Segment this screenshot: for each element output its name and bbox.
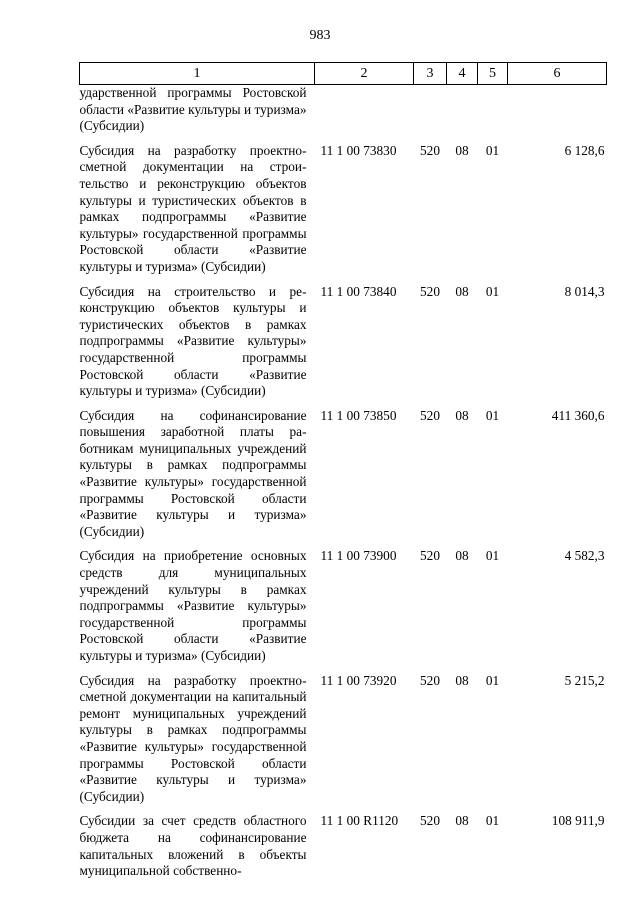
row-col-4: 08	[455, 813, 469, 829]
row-col-3: 520	[420, 813, 440, 829]
row-col-3	[414, 85, 447, 135]
row-col-4: 08	[455, 548, 469, 564]
page-number: 983	[309, 28, 331, 43]
table-row	[80, 805, 607, 879]
row-amount: 411 360,6	[551, 407, 605, 423]
row-description: Субсидия на приобретение основных средств для муниципальных учреждений культуры в рамках подпрограммы «Развитие культуры» государственной программы Ростовской области «Развитие культуры и туризма» (Субсидии)	[79, 548, 307, 663]
header-col-5: 5	[478, 63, 508, 85]
row-col-4: 08	[455, 407, 469, 423]
row-col-4	[447, 85, 478, 135]
row-amount: 6 128,6	[564, 142, 605, 158]
table-row	[80, 400, 607, 541]
row-col-5: 01	[485, 548, 500, 564]
row-amount: 8 014,3	[564, 283, 605, 299]
header-col-3: 3	[414, 63, 447, 85]
table-body	[80, 85, 607, 880]
row-col-5: 01	[485, 407, 500, 423]
table-header	[80, 63, 607, 85]
header-col-1: 1	[80, 63, 315, 85]
row-code: 11 1 00 73830	[320, 142, 397, 158]
row-code: 11 1 00 73920	[320, 672, 397, 688]
row-col-5: 01	[485, 813, 500, 829]
row-col-3: 520	[420, 142, 440, 158]
row-code: 11 1 00 73900	[320, 548, 397, 564]
row-col-3: 520	[420, 283, 440, 299]
row-code: 11 1 00 73850	[320, 407, 397, 423]
row-code: 11 1 00 73840	[320, 283, 397, 299]
row-col-5	[478, 85, 508, 135]
header-col-2: 2	[315, 63, 414, 85]
row-col-5: 01	[485, 142, 500, 158]
row-amount: 4 582,3	[564, 548, 605, 564]
table-row	[80, 276, 607, 400]
header-col-6: 6	[508, 63, 607, 85]
row-col-3: 520	[420, 672, 440, 688]
row-description: Субсидия на разработку проектно-сметной документации на строительство и реконструкцию объектов культуры и туристических объектов в рамках подпрограммы «Развитие культуры» государственной программы Ростовской области «Развитие культуры и туризма» (Субсидии)	[79, 142, 307, 274]
row-code	[315, 85, 414, 135]
table-row	[80, 665, 607, 806]
budget-table	[79, 62, 607, 880]
row-amount	[508, 85, 607, 135]
table-row	[80, 85, 607, 135]
row-amount: 108 911,9	[551, 813, 605, 829]
header-col-4: 4	[447, 63, 478, 85]
row-col-3: 520	[420, 407, 440, 423]
table-row	[80, 540, 607, 664]
row-col-4: 08	[455, 283, 469, 299]
row-code: 11 1 00 R1120	[320, 813, 399, 829]
row-description: ударственной программы Ростовской области «Развитие культуры и туризма» (Субсидии)	[79, 85, 307, 134]
row-col-3: 520	[420, 548, 440, 564]
row-col-4: 08	[455, 142, 469, 158]
row-amount: 5 215,2	[564, 672, 605, 688]
row-description: Субсидия на разработку проектно-сметной документации на капитальный ремонт муниципальных учреждений культуры в рамках подпрограммы «Развитие культуры» государственной программы Ростовской области «Развитие культуры и туризма» (Субсидии)	[79, 672, 307, 804]
row-description: Субсидия на строительство и реконструкцию объектов культуры и туристических объектов в рамках подпрограммы «Развитие культуры» государственной программы Ростовской области «Развитие культуры и туризма» (Субсидии)	[79, 283, 307, 399]
table-row	[80, 135, 607, 276]
row-description: Субсидия на софинансирование повышения заработной платы работникам муниципальных учреждений культуры в рамках подпрограммы «Развитие культуры» государственной программы Ростовской области «Развитие культуры и туризма» (Субсидии)	[79, 407, 307, 539]
row-col-5: 01	[485, 672, 500, 688]
row-col-4: 08	[455, 672, 469, 688]
row-description: Субсидии за счет средств областного бюджета на софинансирование капитальных вложений в объекты муниципальной собственно-	[79, 813, 307, 879]
row-col-5: 01	[485, 283, 500, 299]
